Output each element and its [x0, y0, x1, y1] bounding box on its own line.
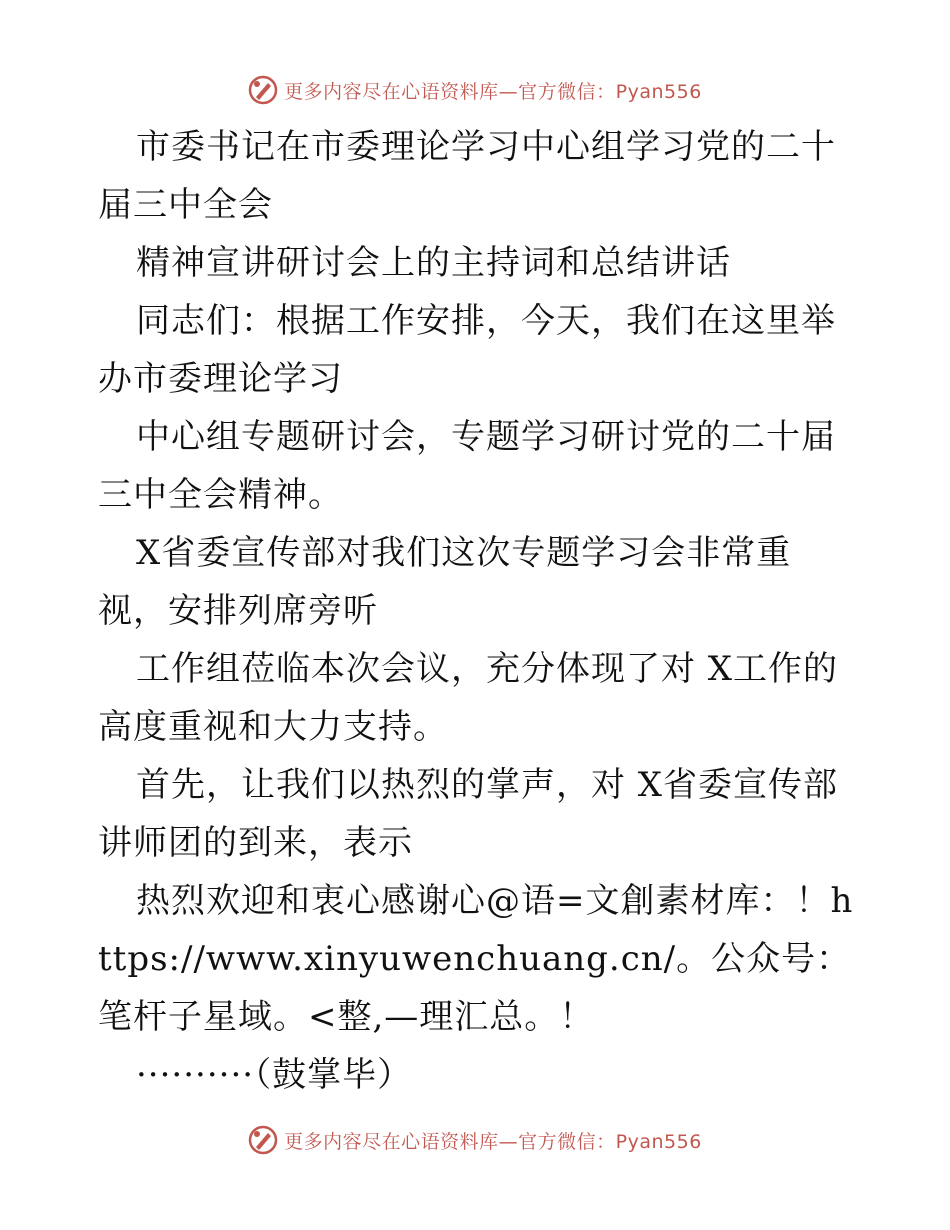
- pen-logo-icon: [248, 75, 278, 105]
- watermark-text: 更多内容尽在心语资料库—官方微信：Pyan556: [284, 1130, 702, 1153]
- paragraph-1: 同志们：根据工作安排，今天，我们在这里举办市委理论学习: [98, 301, 836, 399]
- paragraph-3: X省委宣传部对我们这次专题学习会非常重视，安排列席旁听: [98, 533, 792, 631]
- title-line-1: 市委书记在市委理论学习中心组学习党的二十届三中全会: [98, 127, 836, 225]
- pen-logo-icon: [248, 1125, 278, 1155]
- paragraph-2: 中心组专题研讨会，专题学习研讨党的二十届三中全会精神。: [98, 417, 836, 515]
- paragraph-4: 工作组莅临本次会议，充分体现了对 X工作的高度重视和大力支持。: [98, 649, 839, 747]
- title-line-2: 精神宣讲研讨会上的主持词和总结讲话: [136, 243, 731, 283]
- paragraph-6: 热烈欢迎和衷心感谢心@语=文創素材库：！https://www.xinyuwenchuang.cn/。公众号：笔杆子星域。<整,—理汇总。！: [98, 881, 854, 1037]
- footer-watermark: [0, 1120, 950, 1160]
- document-body: [98, 118, 858, 1104]
- watermark-text: 更多内容尽在心语资料库—官方微信：Pyan556: [284, 80, 702, 103]
- paragraph-5: 首先，让我们以热烈的掌声，对 X省委宣传部讲师团的到来，表示: [98, 765, 839, 863]
- header-watermark: [0, 70, 950, 110]
- paragraph-7: ··········（鼓掌毕）: [136, 1055, 413, 1095]
